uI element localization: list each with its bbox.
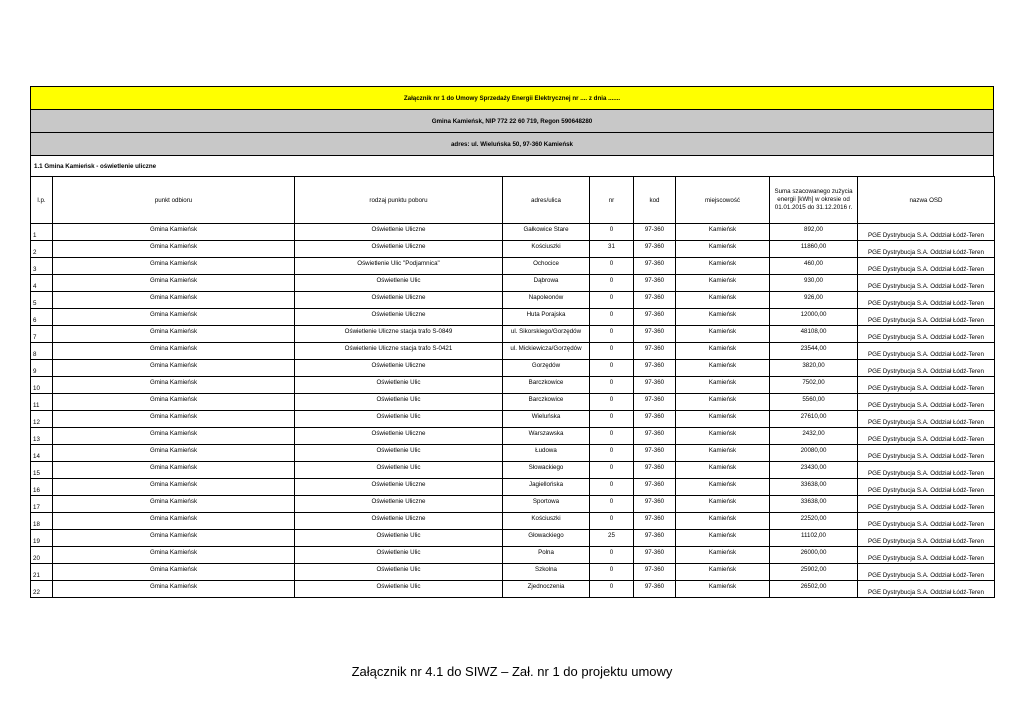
cell-osd: PGE Dystrybucja S.A. Oddział Łódź-Teren: [858, 496, 995, 513]
cell-zuzycie: 460,00: [770, 258, 858, 275]
cell-rodzaj: Oświetlenie Uliczne stacja trafo S-0421: [295, 343, 503, 360]
cell-adres: Sportowa: [503, 496, 590, 513]
cell-zuzycie: 33638,00: [770, 496, 858, 513]
table-row: [31, 275, 995, 292]
table-header-row: [31, 177, 995, 224]
cell-adres: Huta Porajska: [503, 309, 590, 326]
cell-kod: 97-360: [634, 394, 676, 411]
cell-punkt: Gmina Kamieńsk: [53, 581, 295, 598]
cell-adres: ul. Mickiewicza/Gorzędów: [503, 343, 590, 360]
cell-zuzycie: 25902,00: [770, 564, 858, 581]
cell-kod: 97-360: [634, 326, 676, 343]
cell-zuzycie: 11860,00: [770, 241, 858, 258]
cell-osd: PGE Dystrybucja S.A. Oddział Łódź-Teren: [858, 530, 995, 547]
cell-osd: PGE Dystrybucja S.A. Oddział Łódź-Teren: [858, 394, 995, 411]
cell-miejscowosc: Kamieńsk: [676, 258, 770, 275]
cell-punkt: Gmina Kamieńsk: [53, 309, 295, 326]
cell-kod: 97-360: [634, 377, 676, 394]
cell-zuzycie: 26502,00: [770, 581, 858, 598]
cell-nr: 0: [590, 292, 634, 309]
cell-punkt: Gmina Kamieńsk: [53, 428, 295, 445]
cell-nr: 0: [590, 564, 634, 581]
table-row: [31, 564, 995, 581]
cell-kod: 97-360: [634, 462, 676, 479]
table-row: [31, 547, 995, 564]
cell-miejscowosc: Kamieńsk: [676, 241, 770, 258]
cell-rodzaj: Oświetlenie Uliczne: [295, 496, 503, 513]
cell-miejscowosc: Kamieńsk: [676, 377, 770, 394]
cell-nr: 0: [590, 360, 634, 377]
column-header-zuzycie: Suma szacowanego zużycia energii [kWh] w okresie od 01.01.2015 do 31.12.2016 r.: [770, 177, 858, 224]
cell-nr: 0: [590, 224, 634, 241]
cell-lp: 9: [31, 360, 53, 377]
cell-punkt: Gmina Kamieńsk: [53, 411, 295, 428]
cell-miejscowosc: Kamieńsk: [676, 462, 770, 479]
cell-kod: 97-360: [634, 445, 676, 462]
cell-zuzycie: 2432,00: [770, 428, 858, 445]
cell-lp: 8: [31, 343, 53, 360]
cell-punkt: Gmina Kamieńsk: [53, 530, 295, 547]
cell-punkt: Gmina Kamieńsk: [53, 513, 295, 530]
cell-rodzaj: Oświetlenie Ulic: [295, 581, 503, 598]
cell-kod: 97-360: [634, 496, 676, 513]
cell-lp: 3: [31, 258, 53, 275]
cell-miejscowosc: Kamieńsk: [676, 309, 770, 326]
cell-lp: 1: [31, 224, 53, 241]
cell-lp: 17: [31, 496, 53, 513]
cell-nr: 0: [590, 309, 634, 326]
cell-osd: PGE Dystrybucja S.A. Oddział Łódź-Teren: [858, 326, 995, 343]
cell-kod: 97-360: [634, 428, 676, 445]
cell-rodzaj: Oświetlenie Ulic: [295, 462, 503, 479]
cell-lp: 4: [31, 275, 53, 292]
cell-osd: PGE Dystrybucja S.A. Oddział Łódź-Teren: [858, 275, 995, 292]
table-row: [31, 309, 995, 326]
cell-miejscowosc: Kamieńsk: [676, 564, 770, 581]
cell-punkt: Gmina Kamieńsk: [53, 326, 295, 343]
cell-nr: 0: [590, 258, 634, 275]
cell-rodzaj: Oświetlenie Uliczne: [295, 292, 503, 309]
cell-lp: 22: [31, 581, 53, 598]
cell-miejscowosc: Kamieńsk: [676, 513, 770, 530]
cell-punkt: Gmina Kamieńsk: [53, 547, 295, 564]
cell-osd: PGE Dystrybucja S.A. Oddział Łódź-Teren: [858, 292, 995, 309]
cell-adres: Gałkowice Stare: [503, 224, 590, 241]
cell-nr: 31: [590, 241, 634, 258]
cell-lp: 2: [31, 241, 53, 258]
table-row: [31, 343, 995, 360]
cell-lp: 10: [31, 377, 53, 394]
table-row: [31, 479, 995, 496]
cell-rodzaj: Oświetlenie Ulic: [295, 411, 503, 428]
table-row: [31, 496, 995, 513]
cell-zuzycie: 20080,00: [770, 445, 858, 462]
cell-adres: Polna: [503, 547, 590, 564]
cell-kod: 97-360: [634, 513, 676, 530]
cell-punkt: Gmina Kamieńsk: [53, 377, 295, 394]
cell-punkt: Gmina Kamieńsk: [53, 360, 295, 377]
cell-adres: Kościuszki: [503, 241, 590, 258]
cell-zuzycie: 33638,00: [770, 479, 858, 496]
cell-nr: 0: [590, 513, 634, 530]
cell-miejscowosc: Kamieńsk: [676, 581, 770, 598]
table-row: [31, 581, 995, 598]
cell-osd: PGE Dystrybucja S.A. Oddział Łódź-Teren: [858, 241, 995, 258]
cell-rodzaj: Oświetlenie Ulic "Podjamnica": [295, 258, 503, 275]
cell-lp: 11: [31, 394, 53, 411]
section-title: 1.1 Gmina Kamieńsk - oświetlenie uliczne: [34, 162, 157, 170]
cell-osd: PGE Dystrybucja S.A. Oddział Łódź-Teren: [858, 343, 995, 360]
cell-nr: 0: [590, 343, 634, 360]
cell-miejscowosc: Kamieńsk: [676, 224, 770, 241]
cell-kod: 97-360: [634, 224, 676, 241]
cell-zuzycie: 26000,00: [770, 547, 858, 564]
cell-zuzycie: 7502,00: [770, 377, 858, 394]
delivery-points-table: [30, 176, 995, 598]
cell-osd: PGE Dystrybucja S.A. Oddział Łódź-Teren: [858, 445, 995, 462]
cell-kod: 97-360: [634, 241, 676, 258]
cell-nr: 0: [590, 496, 634, 513]
cell-nr: 0: [590, 326, 634, 343]
cell-miejscowosc: Kamieńsk: [676, 479, 770, 496]
cell-lp: 20: [31, 547, 53, 564]
cell-adres: Napoleonów: [503, 292, 590, 309]
cell-kod: 97-360: [634, 292, 676, 309]
cell-osd: PGE Dystrybucja S.A. Oddział Łódź-Teren: [858, 360, 995, 377]
cell-adres: Wieluńska: [503, 411, 590, 428]
column-header-rodzaj: rodzaj punktu poboru: [295, 177, 503, 224]
column-header-lp: l.p.: [31, 177, 53, 224]
cell-osd: PGE Dystrybucja S.A. Oddział Łódź-Teren: [858, 479, 995, 496]
column-header-kod: kod: [634, 177, 676, 224]
cell-zuzycie: 892,00: [770, 224, 858, 241]
cell-rodzaj: Oświetlenie Uliczne stacja trafo S-0849: [295, 326, 503, 343]
cell-punkt: Gmina Kamieńsk: [53, 445, 295, 462]
cell-kod: 97-360: [634, 309, 676, 326]
cell-punkt: Gmina Kamieńsk: [53, 241, 295, 258]
cell-osd: PGE Dystrybucja S.A. Oddział Łódź-Teren: [858, 309, 995, 326]
table-body: [31, 224, 995, 598]
cell-punkt: Gmina Kamieńsk: [53, 275, 295, 292]
cell-adres: Dąbrowa: [503, 275, 590, 292]
cell-rodzaj: Oświetlenie Ulic: [295, 445, 503, 462]
cell-adres: Łudowa: [503, 445, 590, 462]
cell-kod: 97-360: [634, 547, 676, 564]
cell-adres: Gorzędów: [503, 360, 590, 377]
table-row: [31, 326, 995, 343]
cell-adres: ul. Sikorskiego/Gorzędów: [503, 326, 590, 343]
cell-lp: 7: [31, 326, 53, 343]
cell-nr: 0: [590, 445, 634, 462]
section-heading: [30, 155, 994, 176]
cell-rodzaj: Oświetlenie Ulic: [295, 564, 503, 581]
cell-osd: PGE Dystrybucja S.A. Oddział Łódź-Teren: [858, 411, 995, 428]
cell-nr: 0: [590, 428, 634, 445]
cell-rodzaj: Oświetlenie Ulic: [295, 394, 503, 411]
entity-band: [30, 109, 994, 132]
cell-osd: PGE Dystrybucja S.A. Oddział Łódź-Teren: [858, 377, 995, 394]
cell-miejscowosc: Kamieńsk: [676, 360, 770, 377]
cell-lp: 14: [31, 445, 53, 462]
cell-lp: 18: [31, 513, 53, 530]
cell-punkt: Gmina Kamieńsk: [53, 224, 295, 241]
cell-zuzycie: 3820,00: [770, 360, 858, 377]
cell-kod: 97-360: [634, 411, 676, 428]
table-row: [31, 394, 995, 411]
cell-kod: 97-360: [634, 343, 676, 360]
cell-miejscowosc: Kamieńsk: [676, 445, 770, 462]
cell-lp: 6: [31, 309, 53, 326]
cell-adres: Szkolna: [503, 564, 590, 581]
table-row: [31, 428, 995, 445]
cell-osd: PGE Dystrybucja S.A. Oddział Łódź-Teren: [858, 224, 995, 241]
table-row: [31, 292, 995, 309]
cell-rodzaj: Oświetlenie Uliczne: [295, 513, 503, 530]
cell-punkt: Gmina Kamieńsk: [53, 462, 295, 479]
cell-kod: 97-360: [634, 564, 676, 581]
cell-punkt: Gmina Kamieńsk: [53, 479, 295, 496]
entity-address: adres: ul. Wieluńska 50, 97-360 Kamieńsk: [450, 140, 574, 148]
cell-miejscowosc: Kamieńsk: [676, 292, 770, 309]
cell-nr: 0: [590, 479, 634, 496]
cell-miejscowosc: Kamieńsk: [676, 547, 770, 564]
table-row: [31, 445, 995, 462]
cell-miejscowosc: Kamieńsk: [676, 411, 770, 428]
cell-miejscowosc: Kamieńsk: [676, 275, 770, 292]
cell-miejscowosc: Kamieńsk: [676, 394, 770, 411]
cell-lp: 21: [31, 564, 53, 581]
cell-osd: PGE Dystrybucja S.A. Oddział Łódź-Teren: [858, 564, 995, 581]
cell-kod: 97-360: [634, 530, 676, 547]
table-row: [31, 462, 995, 479]
cell-adres: Głowackiego: [503, 530, 590, 547]
cell-lp: 16: [31, 479, 53, 496]
title-band: [30, 86, 994, 109]
cell-nr: 0: [590, 462, 634, 479]
column-header-miejscowosc: miejscowość: [676, 177, 770, 224]
cell-rodzaj: Oświetlenie Uliczne: [295, 360, 503, 377]
cell-nr: 25: [590, 530, 634, 547]
cell-punkt: Gmina Kamieńsk: [53, 496, 295, 513]
cell-rodzaj: Oświetlenie Uliczne: [295, 309, 503, 326]
cell-osd: PGE Dystrybucja S.A. Oddział Łódź-Teren: [858, 462, 995, 479]
cell-zuzycie: 23544,00: [770, 343, 858, 360]
cell-punkt: Gmina Kamieńsk: [53, 258, 295, 275]
cell-miejscowosc: Kamieńsk: [676, 326, 770, 343]
table-row: [31, 241, 995, 258]
cell-adres: Jagiellońska: [503, 479, 590, 496]
cell-osd: PGE Dystrybucja S.A. Oddział Łódź-Teren: [858, 258, 995, 275]
cell-osd: PGE Dystrybucja S.A. Oddział Łódź-Teren: [858, 581, 995, 598]
table-row: [31, 360, 995, 377]
cell-zuzycie: 5560,00: [770, 394, 858, 411]
table-row: [31, 530, 995, 547]
cell-miejscowosc: Kamieńsk: [676, 530, 770, 547]
cell-adres: Barczkowice: [503, 394, 590, 411]
cell-osd: PGE Dystrybucja S.A. Oddział Łódź-Teren: [858, 428, 995, 445]
cell-osd: PGE Dystrybucja S.A. Oddział Łódź-Teren: [858, 513, 995, 530]
cell-nr: 0: [590, 547, 634, 564]
cell-punkt: Gmina Kamieńsk: [53, 564, 295, 581]
cell-punkt: Gmina Kamieńsk: [53, 343, 295, 360]
cell-adres: Ochocice: [503, 258, 590, 275]
cell-rodzaj: Oświetlenie Ulic: [295, 530, 503, 547]
cell-lp: 19: [31, 530, 53, 547]
cell-adres: Zjednoczenia: [503, 581, 590, 598]
cell-zuzycie: 22520,00: [770, 513, 858, 530]
cell-zuzycie: 27610,00: [770, 411, 858, 428]
column-header-punkt: punkt odbioru: [53, 177, 295, 224]
cell-punkt: Gmina Kamieńsk: [53, 292, 295, 309]
column-header-nr: nr: [590, 177, 634, 224]
page-footer: Załącznik nr 4.1 do SIWZ – Zał. nr 1 do projektu umowy: [351, 664, 673, 679]
table-row: [31, 258, 995, 275]
cell-miejscowosc: Kamieńsk: [676, 428, 770, 445]
cell-rodzaj: Oświetlenie Ulic: [295, 275, 503, 292]
cell-rodzaj: Oświetlenie Ulic: [295, 547, 503, 564]
cell-kod: 97-360: [634, 275, 676, 292]
cell-adres: Słowackiego: [503, 462, 590, 479]
spreadsheet-sheet: [30, 86, 994, 598]
cell-kod: 97-360: [634, 581, 676, 598]
cell-kod: 97-360: [634, 258, 676, 275]
cell-kod: 97-360: [634, 479, 676, 496]
cell-zuzycie: 930,00: [770, 275, 858, 292]
cell-nr: 0: [590, 275, 634, 292]
column-header-osd: nazwa OSD: [858, 177, 995, 224]
cell-miejscowosc: Kamieńsk: [676, 343, 770, 360]
cell-rodzaj: Oświetlenie Ulic: [295, 377, 503, 394]
cell-rodzaj: Oświetlenie Uliczne: [295, 428, 503, 445]
table-row: [31, 224, 995, 241]
table-row: [31, 513, 995, 530]
cell-miejscowosc: Kamieńsk: [676, 496, 770, 513]
cell-lp: 13: [31, 428, 53, 445]
cell-nr: 0: [590, 581, 634, 598]
document-title: Załącznik nr 1 do Umowy Sprzedaży Energii Elektrycznej nr .... z dnia .......: [403, 94, 621, 102]
column-header-adres: adres/ulica: [503, 177, 590, 224]
cell-adres: Warszawska: [503, 428, 590, 445]
address-band: [30, 132, 994, 155]
cell-nr: 0: [590, 394, 634, 411]
cell-zuzycie: 12000,00: [770, 309, 858, 326]
cell-lp: 15: [31, 462, 53, 479]
cell-punkt: Gmina Kamieńsk: [53, 394, 295, 411]
entity-info: Gmina Kamieńsk, NIP 772 22 60 719, Regon 590648280: [431, 117, 593, 125]
table-row: [31, 377, 995, 394]
table-row: [31, 411, 995, 428]
cell-zuzycie: 23430,00: [770, 462, 858, 479]
cell-rodzaj: Oświetlenie Uliczne: [295, 224, 503, 241]
cell-zuzycie: 926,00: [770, 292, 858, 309]
cell-nr: 0: [590, 377, 634, 394]
cell-osd: PGE Dystrybucja S.A. Oddział Łódź-Teren: [858, 547, 995, 564]
cell-zuzycie: 11102,00: [770, 530, 858, 547]
cell-lp: 5: [31, 292, 53, 309]
cell-rodzaj: Oświetlenie Uliczne: [295, 241, 503, 258]
cell-zuzycie: 48108,00: [770, 326, 858, 343]
cell-adres: Kościuszki: [503, 513, 590, 530]
cell-lp: 12: [31, 411, 53, 428]
cell-rodzaj: Oświetlenie Uliczne: [295, 479, 503, 496]
cell-adres: Barczkowice: [503, 377, 590, 394]
cell-kod: 97-360: [634, 360, 676, 377]
cell-nr: 0: [590, 411, 634, 428]
